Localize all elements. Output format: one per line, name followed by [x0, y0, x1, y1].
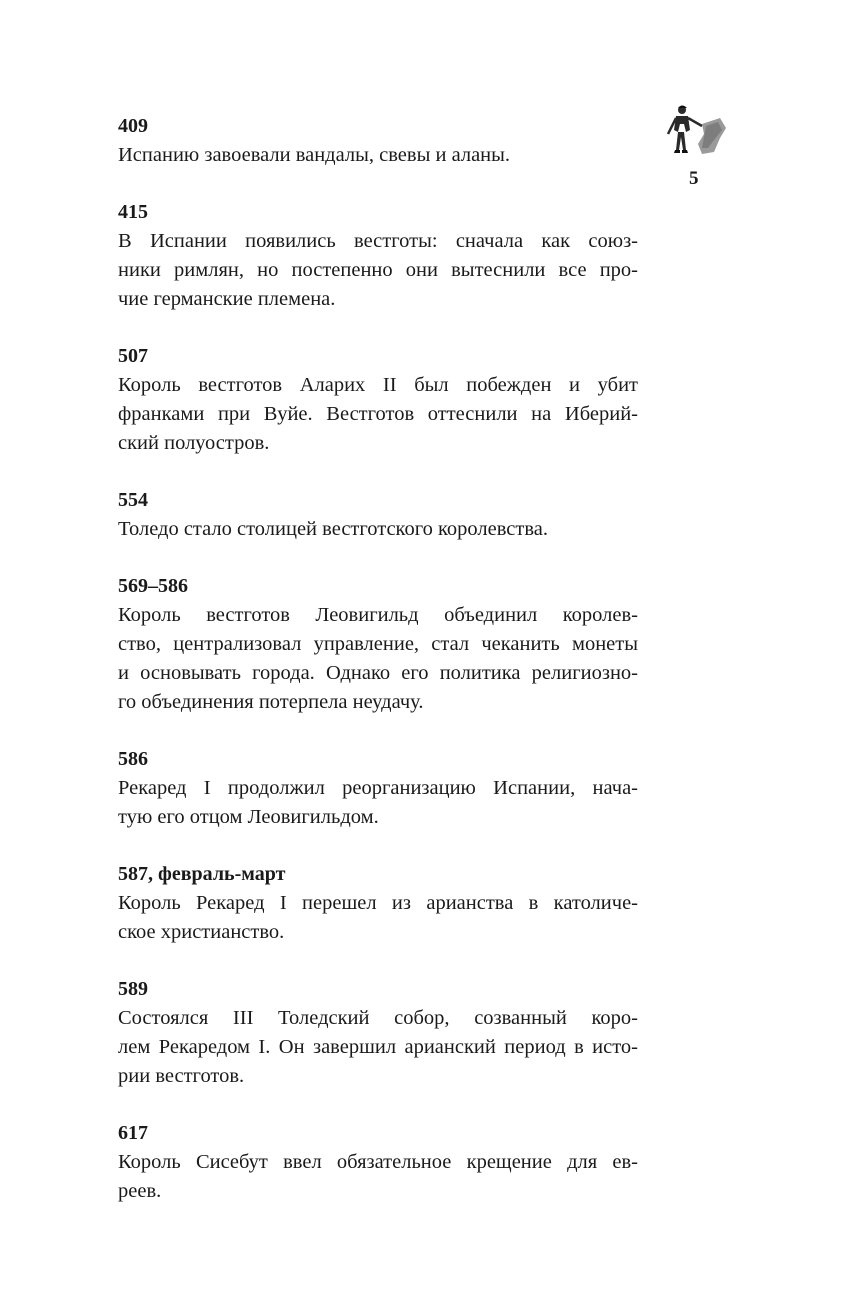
entry-text-line: го объединения потерпела неудачу.: [118, 691, 424, 713]
entry-text-line: Король Рекаред I перешел из арианства в католиче-: [118, 892, 638, 914]
entry-text-line: чие германские племена.: [118, 288, 336, 310]
chronology-entry: [118, 342, 638, 458]
entry-text-line: франками при Вуйе. Вестготов оттеснили на Иберий-: [118, 403, 638, 425]
entry-text: [118, 141, 638, 170]
chronology-entry: [118, 572, 638, 717]
entry-year: 409: [118, 115, 148, 137]
chronology-entry: [118, 112, 638, 170]
entry-text-line: ский полуостров.: [118, 432, 270, 454]
chronology-entry: [118, 1119, 638, 1206]
entry-text-line: Король вестготов Аларих II был побежден и убит: [118, 374, 638, 396]
entry-text: [118, 889, 638, 947]
entry-text: [118, 1148, 638, 1206]
entry-text-line: Испанию завоевали вандалы, свевы и аланы.: [118, 144, 511, 166]
entry-text-line: ское христианство.: [118, 921, 285, 943]
entry-text-line: рии вестготов.: [118, 1065, 245, 1087]
entry-text-line: ники римлян, но постепенно они вытеснили все про-: [118, 259, 638, 281]
chronology-list: [118, 112, 638, 1234]
entry-text-line: Рекаред I продолжил реорганизацию Испании, нача-: [118, 777, 638, 799]
page-number: 5: [689, 168, 699, 189]
entry-year: 415: [118, 201, 148, 223]
entry-text-line: В Испании появились вестготы: сначала как союз-: [118, 230, 638, 252]
entry-text-line: Состоялся III Толедский собор, созванный коро-: [118, 1007, 638, 1029]
entry-text: [118, 1004, 638, 1091]
entry-year: 554: [118, 489, 148, 511]
chronology-entry: [118, 486, 638, 544]
entry-text: [118, 515, 638, 544]
entry-text: [118, 371, 638, 458]
entry-text: [118, 774, 638, 832]
entry-text-line: реев.: [118, 1180, 162, 1202]
entry-text: [118, 227, 638, 314]
entry-text-line: тую его отцом Леовигильдом.: [118, 806, 379, 828]
entry-text-line: Король Сисебут ввел обязательное крещение для ев-: [118, 1151, 638, 1173]
chronology-entry: [118, 975, 638, 1091]
entry-text-line: ство, централизовал управление, стал чеканить монеты: [118, 633, 638, 655]
entry-year: 569–586: [118, 575, 188, 597]
entry-text: [118, 601, 638, 717]
bullfighter-illustration: [662, 104, 732, 166]
chronology-entry: [118, 860, 638, 947]
entry-year: 507: [118, 345, 148, 367]
entry-year: 589: [118, 978, 148, 1000]
entry-text-line: Толедо стало столицей вестготского королевства.: [118, 518, 548, 540]
bullfighter-icon: [662, 104, 732, 171]
entry-year: 587, февраль-март: [118, 863, 286, 885]
entry-year: 617: [118, 1122, 148, 1144]
entry-text-line: Король вестготов Леовигильд объединил королев-: [118, 604, 638, 626]
entry-text-line: лем Рекаредом I. Он завершил арианский период в исто-: [118, 1036, 638, 1058]
chronology-entry: [118, 198, 638, 314]
entry-text-line: и основывать города. Однако его политика религиозно-: [118, 662, 638, 684]
chronology-entry: [118, 745, 638, 832]
entry-year: 586: [118, 748, 148, 770]
